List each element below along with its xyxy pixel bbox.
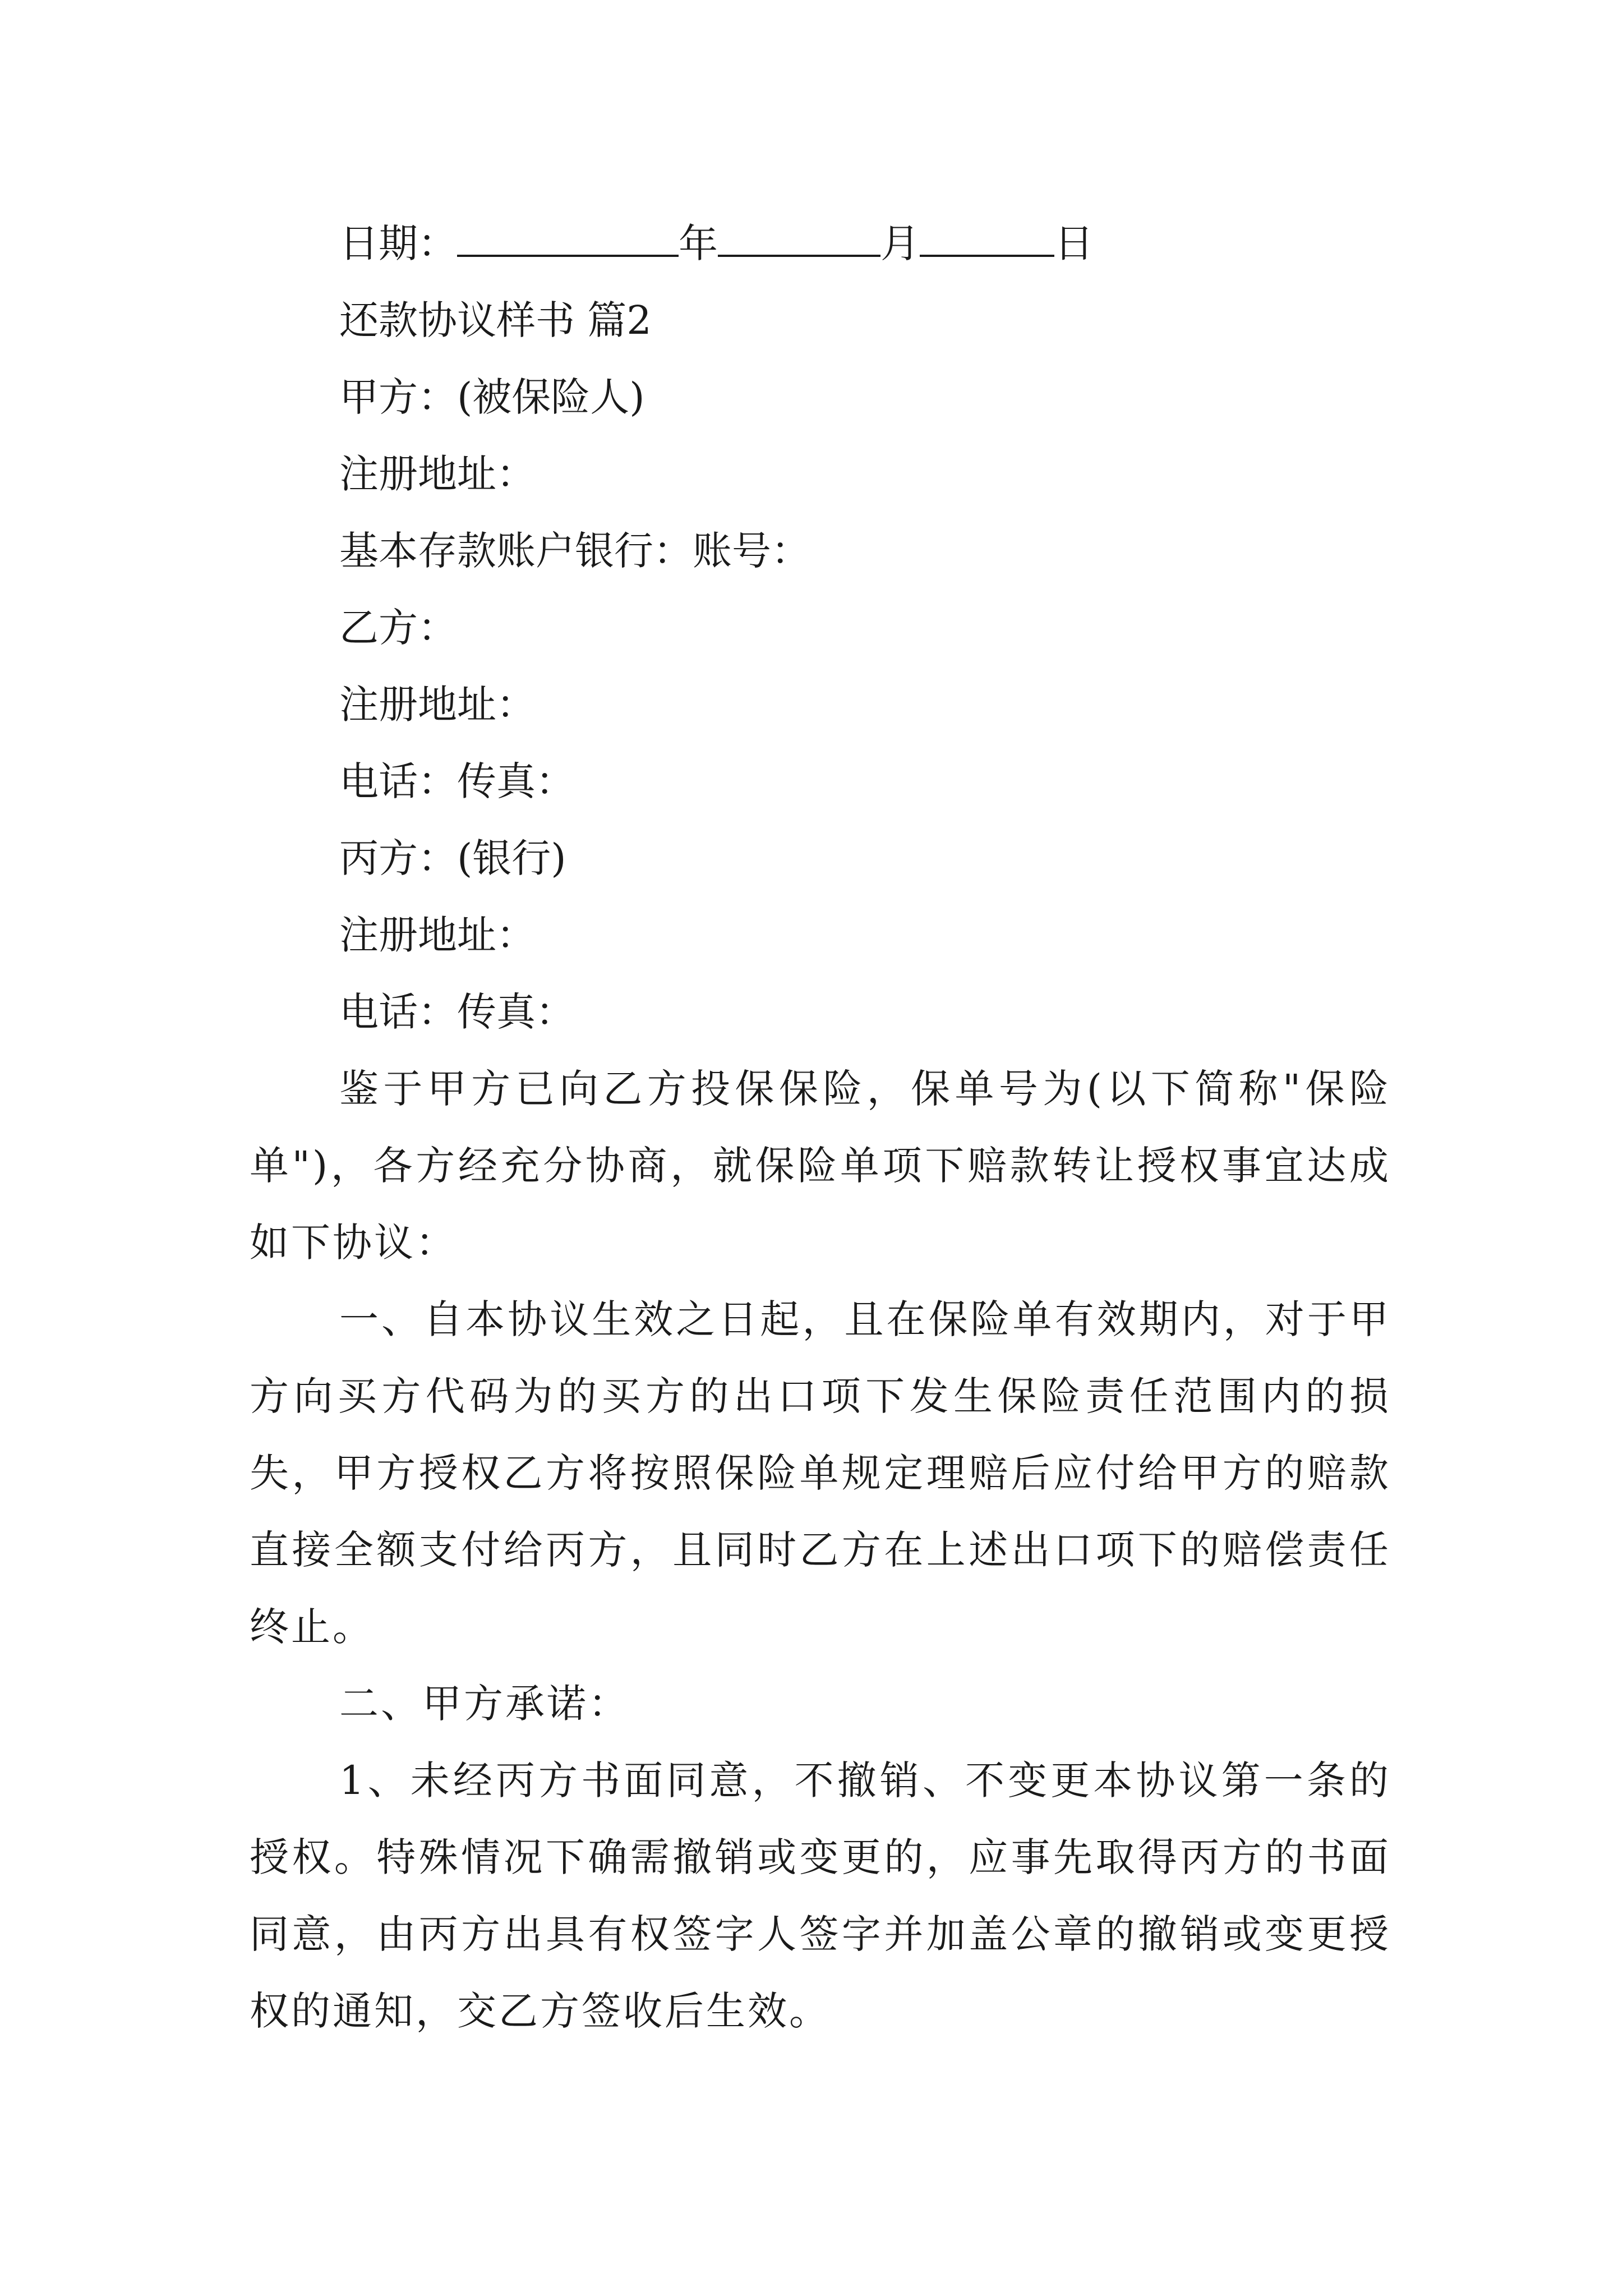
day-blank [920, 223, 1054, 257]
party-a-address: 注册地址： [339, 451, 536, 497]
party-b-address: 注册地址： [339, 682, 536, 728]
clause-2-title: 二、甲方承诺： [339, 1681, 630, 1727]
year-blank [457, 223, 679, 257]
month-label: 月 [880, 220, 920, 266]
party-a-line: 甲方：(被保险人) [339, 374, 645, 420]
clause-1-paragraph: 一、自本协议生效之日起，且在保险单有效期内，对于甲方向买方代码为的买方的出口项下发生保险责任范围内的损失，甲方授权乙方将按照保险单规定理赔后应付给甲方的赔款直接全额支付给丙方，且同时乙方在上述出口项下的赔偿责任终止。 [250, 1296, 1391, 1650]
party-b-phone: 电话：传真： [339, 758, 575, 804]
document-body [250, 205, 1391, 2050]
section-heading: 还款协议样书 篇2 [339, 297, 652, 343]
date-label: 日期： [339, 220, 457, 266]
party-c-phone: 电话：传真： [339, 989, 575, 1035]
date-line [250, 205, 1391, 282]
day-label: 日 [1054, 220, 1094, 266]
month-blank [718, 223, 880, 257]
year-label: 年 [679, 220, 718, 266]
party-c-address: 注册地址： [339, 912, 536, 958]
party-a-bank: 基本存款账户银行：账号： [339, 528, 810, 574]
intro-paragraph: 鉴于甲方已向乙方投保保险，保单号为(以下简称"保险单")，各方经充分协商，就保险单项下赔款转让授权事宜达成如下协议： [250, 1066, 1391, 1266]
party-c-line: 丙方：(银行) [339, 835, 566, 881]
clause-2-1-paragraph: 1、未经丙方书面同意，不撤销、不变更本协议第一条的授权。特殊情况下确需撤销或变更的，应事先取得丙方的书面同意，由丙方出具有权签字人签字并加盖公章的撤销或变更授权的通知，交乙方签收后生效。 [250, 1757, 1391, 2034]
party-b-line: 乙方： [339, 605, 457, 651]
